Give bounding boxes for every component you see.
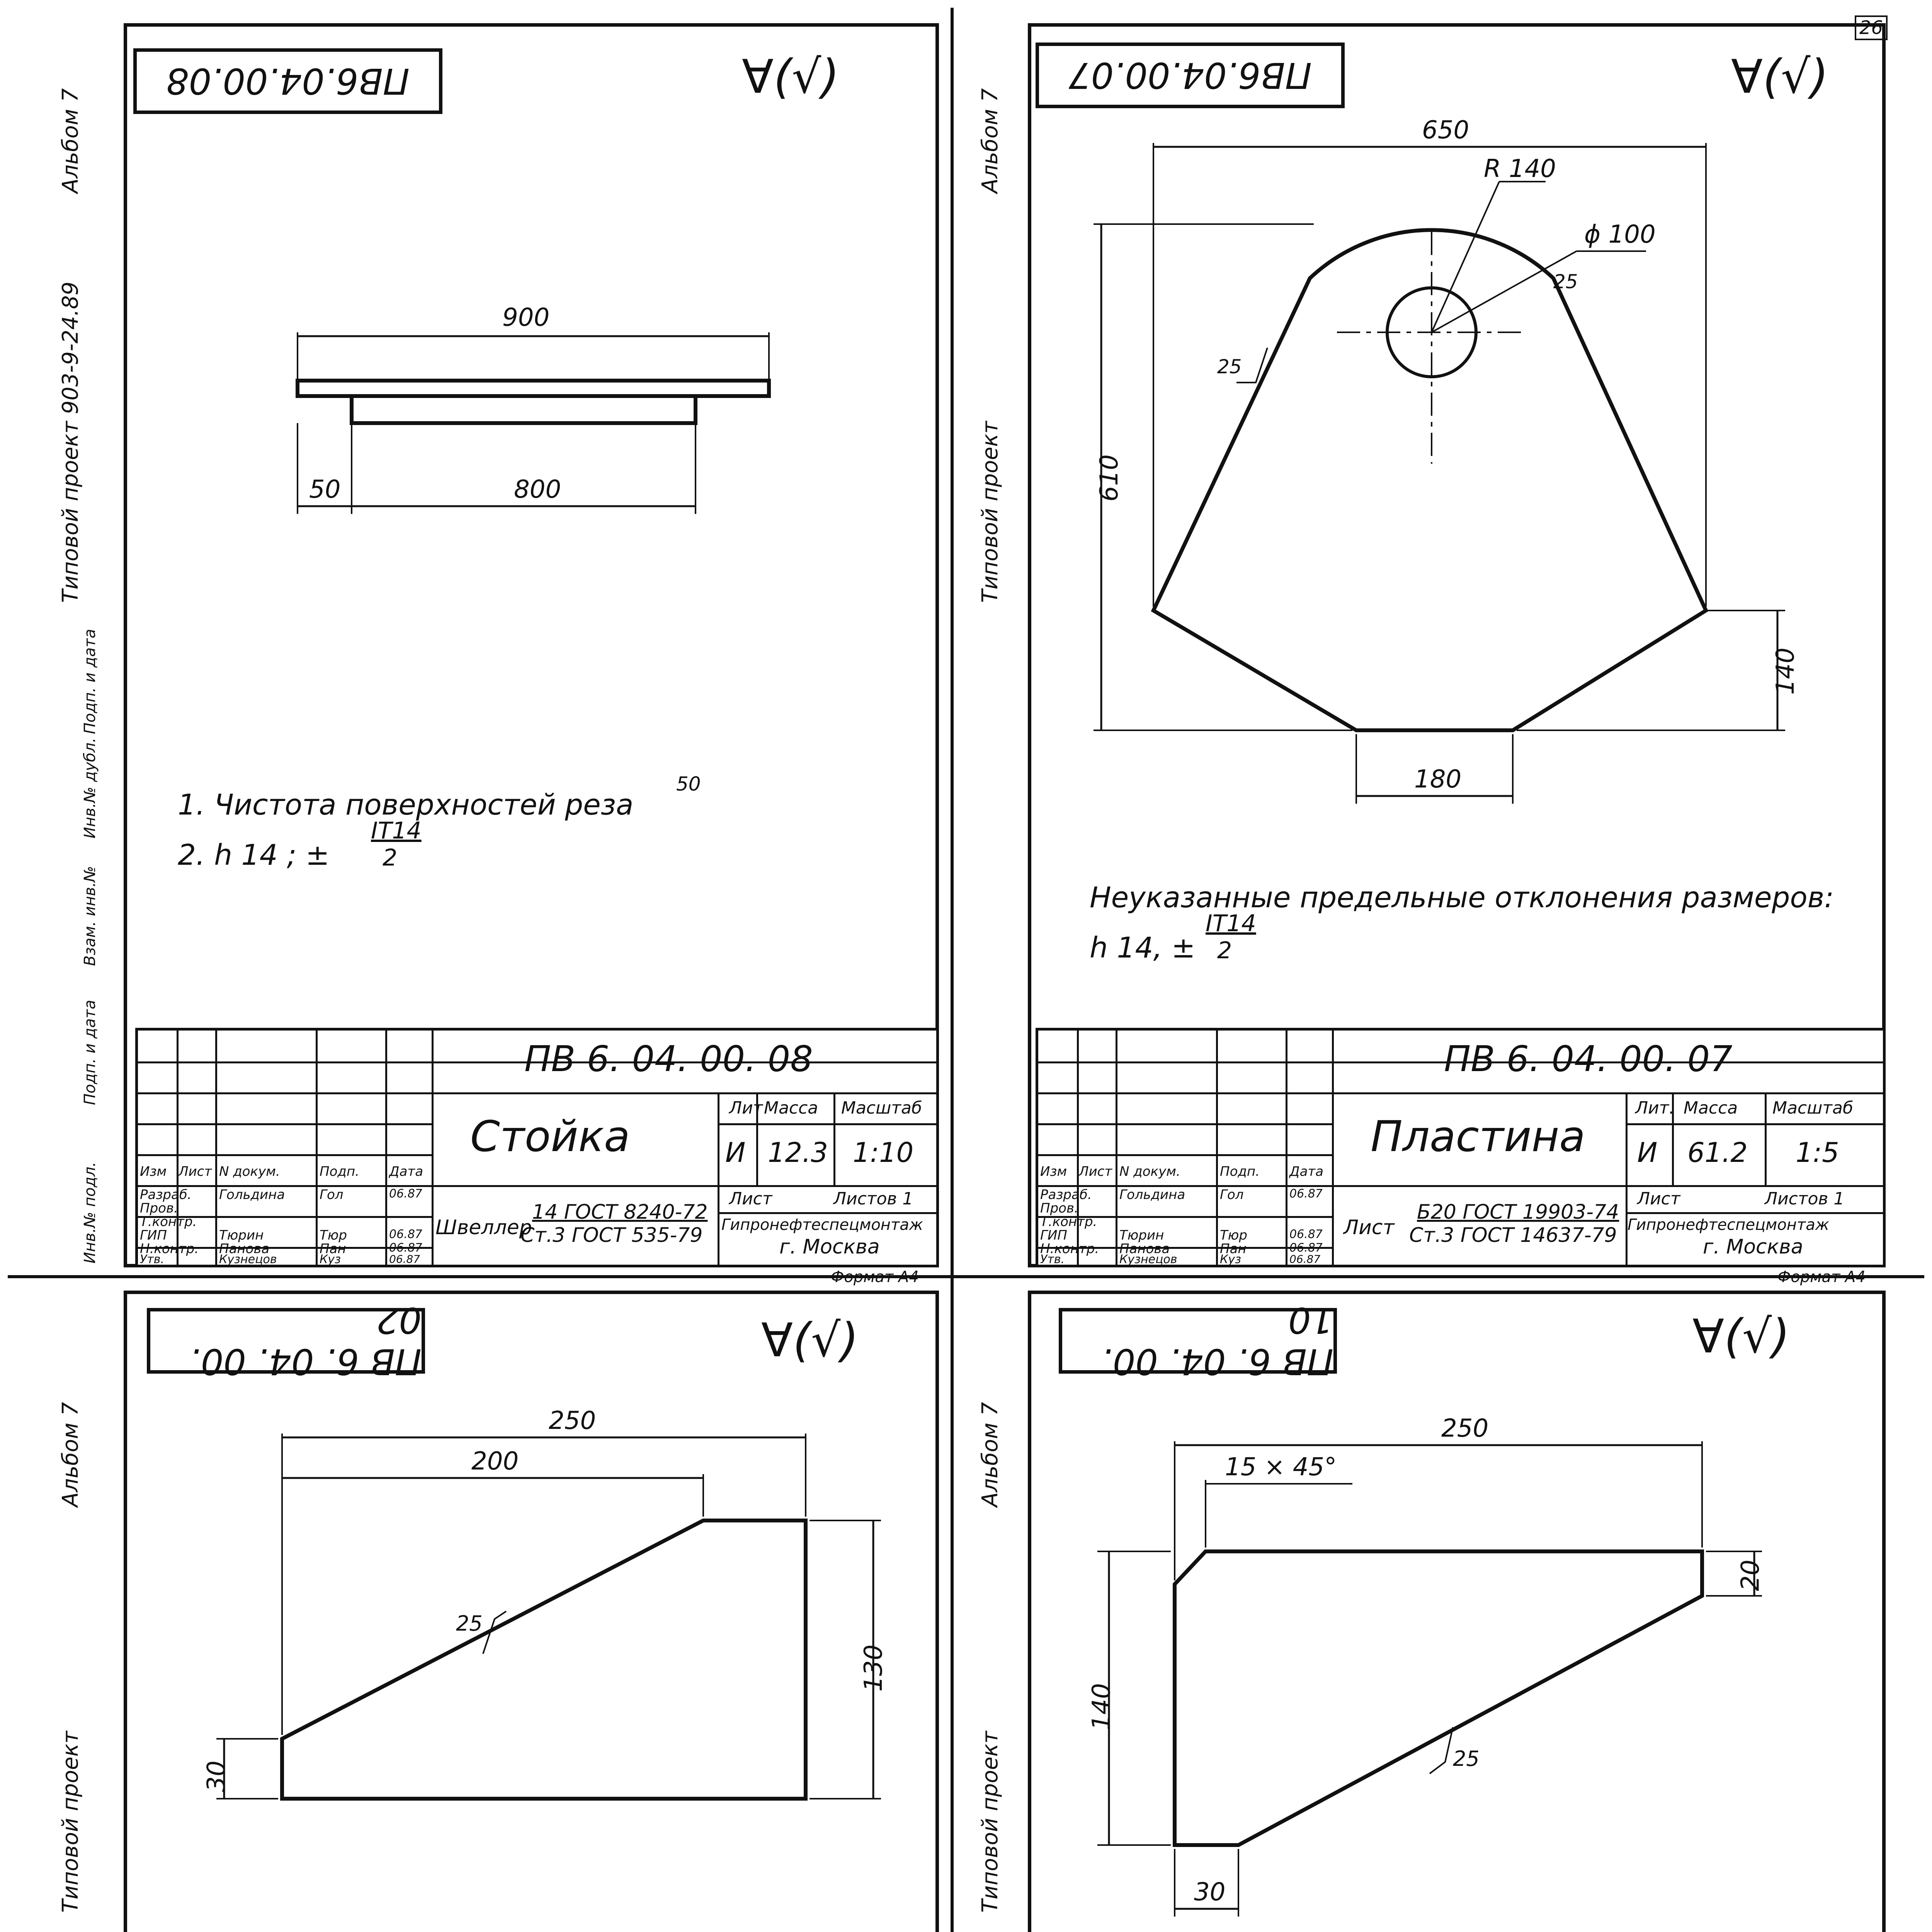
lit-label: Лит. bbox=[1635, 1098, 1675, 1118]
material-prefix: Швеллер bbox=[435, 1216, 532, 1239]
header-sign: Подп. bbox=[1220, 1164, 1260, 1179]
drawing-code: ПВ 6. 04. 00. 07 bbox=[1444, 1038, 1733, 1080]
side-album: Альбом 7 bbox=[58, 88, 83, 193]
sign-utv: Куз bbox=[1220, 1253, 1242, 1266]
side-album: Альбом 7 bbox=[978, 1402, 1003, 1507]
date-utv: 06.87 bbox=[1289, 1253, 1321, 1265]
city: г. Москва bbox=[779, 1235, 880, 1259]
role-prov: Пров. bbox=[1040, 1201, 1078, 1216]
sign-gip: Тюр bbox=[320, 1228, 347, 1243]
dim-r: 25 bbox=[1453, 1747, 1480, 1771]
dim-r: 25 bbox=[456, 1611, 483, 1636]
format-label: Формат А4 bbox=[831, 1268, 919, 1286]
date-gip: 06.87 bbox=[389, 1228, 422, 1241]
role-utv: Утв. bbox=[1040, 1253, 1065, 1266]
role-tkontr: Т.контр. bbox=[1040, 1214, 1097, 1230]
role-tkontr: Т.контр. bbox=[140, 1214, 197, 1230]
mass-value: 12.3 bbox=[768, 1137, 828, 1168]
name-gip: Тюрин bbox=[219, 1228, 264, 1243]
scale-value: 1:5 bbox=[1796, 1137, 1839, 1168]
mass-value: 61.2 bbox=[1687, 1137, 1748, 1168]
note-line-2: 2. h 14 ; ± bbox=[178, 838, 330, 872]
dim-height: 130 bbox=[859, 1644, 888, 1692]
side-project: Типовой проект bbox=[58, 1731, 83, 1913]
note-line-1: Неуказанные предельные отклонения размеров: bbox=[1090, 881, 1834, 914]
sign-nkontr: Пан bbox=[320, 1241, 346, 1257]
header-izm: Изм bbox=[1040, 1164, 1067, 1179]
note-line-1: 1. Чистота поверхностей реза bbox=[178, 788, 634, 821]
dim-chamfer: 15 × 45° bbox=[1225, 1453, 1337, 1481]
dim-height: 140 bbox=[1087, 1683, 1116, 1731]
drawing-stamp: ПВ 6. 04. 00. 02 bbox=[147, 1308, 425, 1374]
dim-width: 650 bbox=[1422, 116, 1469, 145]
drawing-stamp: ПВ6.04.00.08 bbox=[133, 48, 442, 114]
material-top: Б20 ГОСТ 19903-74 bbox=[1417, 1201, 1619, 1224]
roughness-symbol: ∀(√) bbox=[761, 1314, 859, 1367]
date-nkontr: 06.87 bbox=[1289, 1241, 1323, 1255]
date-razrab: 06.87 bbox=[1289, 1187, 1323, 1201]
lit-label: Лит bbox=[729, 1098, 763, 1118]
name-razrab: Гольдина bbox=[1119, 1187, 1185, 1202]
dim-length: 900 bbox=[502, 303, 550, 332]
header-date: Дата bbox=[1289, 1164, 1324, 1179]
name-gip: Тюрин bbox=[1119, 1228, 1164, 1243]
note-frac-top: IT14 bbox=[371, 817, 422, 844]
dim-hole: ϕ 100 bbox=[1584, 220, 1656, 249]
sheet-label: Лист bbox=[1637, 1189, 1680, 1209]
dim-right: 20 bbox=[1736, 1560, 1765, 1591]
scale-label: Масштаб bbox=[1772, 1098, 1854, 1118]
note-frac-bot: 2 bbox=[383, 844, 398, 871]
name-razrab: Гольдина bbox=[219, 1187, 285, 1202]
role-utv: Утв. bbox=[140, 1253, 164, 1266]
date-razrab: 06.87 bbox=[389, 1187, 422, 1201]
org-name: Гипронефтеспецмонтаж bbox=[1628, 1216, 1829, 1234]
dim-bottom: 180 bbox=[1414, 765, 1462, 794]
dim-offset: 50 bbox=[309, 475, 341, 504]
roughness-symbol: ∀(√) bbox=[742, 50, 840, 104]
org-name: Гипронефтеспецмонтаж bbox=[721, 1216, 923, 1234]
roughness-symbol: ∀(√) bbox=[1731, 50, 1829, 104]
side-album: Альбом 7 bbox=[978, 88, 1003, 193]
sign-nkontr: Пан bbox=[1220, 1241, 1247, 1257]
role-razrab: Разраб. bbox=[140, 1187, 192, 1202]
note-frac-bot: 2 bbox=[1217, 937, 1232, 964]
dim-side: 140 bbox=[1771, 647, 1800, 695]
side-album: Альбом 7 bbox=[58, 1402, 83, 1507]
sign-utv: Куз bbox=[320, 1253, 341, 1266]
mass-label: Масса bbox=[764, 1098, 818, 1118]
drawing-stamp: ПВ 6. 04. 00. 10 bbox=[1059, 1308, 1337, 1374]
header-izm: Изм bbox=[140, 1164, 167, 1179]
role-prov: Пров. bbox=[140, 1201, 178, 1216]
side-project: Типовой проект bbox=[978, 421, 1003, 603]
dim-total: 250 bbox=[549, 1406, 596, 1435]
header-date: Дата bbox=[389, 1164, 423, 1179]
dim-r1: 25 bbox=[1553, 270, 1578, 293]
sheet-label: Лист bbox=[729, 1189, 772, 1209]
page-number: 26 bbox=[1855, 15, 1888, 40]
part-name: Стойка bbox=[470, 1112, 630, 1161]
dim-top: 200 bbox=[471, 1447, 519, 1476]
dim-total: 250 bbox=[1441, 1414, 1489, 1443]
role-nkontr: Н.контр. bbox=[1040, 1241, 1099, 1257]
side-project: Типовой проект 903-9-24.89 bbox=[58, 281, 83, 603]
note-line-2: h 14, ± bbox=[1090, 931, 1196, 964]
binding-label: Взам. инв.№ bbox=[81, 866, 99, 966]
sheets-label: Листов 1 bbox=[833, 1189, 913, 1209]
roughness-symbol: ∀(√) bbox=[1692, 1310, 1790, 1364]
drawing-code: ПВ 6. 04. 00. 08 bbox=[524, 1038, 813, 1080]
note-frac-top: IT14 bbox=[1206, 910, 1256, 937]
role-razrab: Разраб. bbox=[1040, 1187, 1092, 1202]
part-name: Пластина bbox=[1371, 1112, 1585, 1161]
drawing-stamp: ПВ6.04.00.07 bbox=[1036, 43, 1345, 108]
header-doc: N докум. bbox=[1119, 1164, 1180, 1179]
mass-label: Масса bbox=[1684, 1098, 1738, 1118]
format-label: Формат А4 bbox=[1777, 1268, 1866, 1286]
city: г. Москва bbox=[1703, 1235, 1803, 1259]
note-roughness: 50 bbox=[676, 773, 701, 795]
dim-height: 610 bbox=[1095, 454, 1124, 502]
dim-bottom: 30 bbox=[1194, 1878, 1226, 1906]
binding-label: Инв.№ дубл. bbox=[81, 738, 99, 838]
material-top: 14 ГОСТ 8240-72 bbox=[532, 1201, 708, 1224]
name-nkontr: Панова bbox=[1119, 1241, 1170, 1257]
side-project: Типовой проект bbox=[978, 1731, 1003, 1913]
role-nkontr: Н.контр. bbox=[140, 1241, 199, 1257]
sign-gip: Тюр bbox=[1220, 1228, 1247, 1243]
binding-label: Подп. и дата bbox=[81, 629, 99, 734]
binding-label: Подп. и дата bbox=[81, 1000, 99, 1105]
dim-low: 30 bbox=[202, 1760, 231, 1792]
scale-value: 1:10 bbox=[853, 1137, 914, 1168]
date-nkontr: 06.87 bbox=[389, 1241, 422, 1255]
dim-inner: 800 bbox=[514, 475, 561, 504]
lit-value: И bbox=[1637, 1137, 1658, 1168]
date-utv: 06.87 bbox=[389, 1253, 420, 1265]
material-bottom: Ст.3 ГОСТ 535-79 bbox=[520, 1224, 703, 1247]
name-nkontr: Панова bbox=[219, 1241, 270, 1257]
header-sign: Подп. bbox=[320, 1164, 359, 1179]
scale-label: Масштаб bbox=[841, 1098, 922, 1118]
role-gip: ГИП bbox=[1040, 1228, 1067, 1243]
material-prefix: Лист bbox=[1344, 1216, 1395, 1239]
sign-razrab: Гол bbox=[1220, 1187, 1244, 1202]
lit-value: И bbox=[725, 1137, 746, 1168]
dim-radius: R 140 bbox=[1484, 155, 1556, 183]
date-gip: 06.87 bbox=[1289, 1228, 1323, 1241]
dim-r2: 25 bbox=[1217, 355, 1242, 378]
header-doc: N докум. bbox=[219, 1164, 280, 1179]
sign-razrab: Гол bbox=[320, 1187, 344, 1202]
header-list: Лист bbox=[179, 1164, 212, 1179]
material-bottom: Ст.3 ГОСТ 14637-79 bbox=[1409, 1224, 1617, 1247]
binding-label: Инв.№ подл. bbox=[81, 1162, 99, 1264]
header-list: Лист bbox=[1079, 1164, 1112, 1179]
name-utv: Кузнецов bbox=[1119, 1253, 1177, 1266]
sheets-label: Листов 1 bbox=[1765, 1189, 1845, 1209]
name-utv: Кузнецов bbox=[219, 1253, 277, 1266]
role-gip: ГИП bbox=[140, 1228, 167, 1243]
